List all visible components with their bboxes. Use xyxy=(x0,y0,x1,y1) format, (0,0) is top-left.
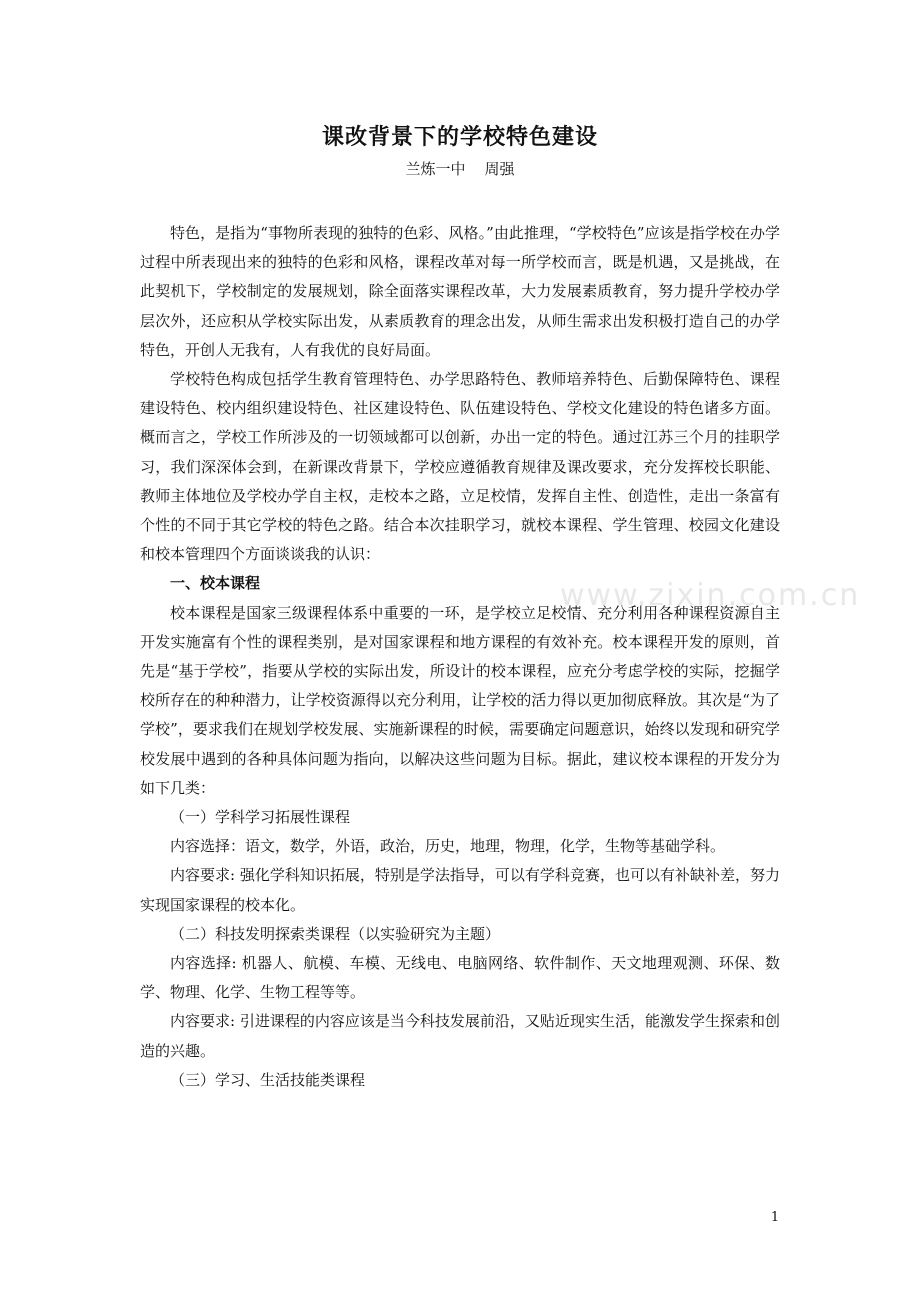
paragraph: 特色，是指为“事物所表现的独特的色彩、风格。”由此推理，“学校特色”应该是指学校在办学过程中所表现出来的独特的色彩和风格，课程改革对每一所学校而言，既是机遇，又是挑战，在此契机下，学校制定的发展规划，除全面落实课程改革，大力发展素质教育，努力提升学校办学层次外，还应积从学校实际出发，从素质教育的理念出发，从师生需求出发积极打造自己的办学特色，开创人无我有，人有我优的良好局面。 xyxy=(140,224,780,359)
paragraph: 学校特色构成包括学生教育管理特色、办学思路特色、教师培养特色、后勤保障特色、课程建设特色、校内组织建设特色、社区建设特色、队伍建设特色、学校文化建设的特色诸多方面。概而言之，学校工作所涉及的一切领域都可以创新，办出一定的特色。通过江苏三个月的挂职学习，我们深深体会到，在新课改背景下，学校应遵循教育规律及课改要求，充分发挥校长职能、教师主体地位及学校办学自主权，走校本之路，立足校情，发挥自主性、创造性，走出一条富有个性的不同于其它学校的特色之路。结合本次挂职学习，就校本课程、学生管理、校园文化建设和校本管理四个方面谈谈我的认识： xyxy=(140,370,780,564)
paragraph: 校本课程是国家三级课程体系中重要的一环，是学校立足校情、充分利用各种课程资源自主开发实施富有个性的课程类别，是对国家课程和地方课程的有效补充。校本课程开发的原则，首先是“基于学校”，指要从学校的实际出发，所设计的校本课程，应充分考虑学校的实际，挖掘学校所存在的种种潜力，让学校资源得以充分利用，让学校的活力得以更加彻底释放。其次是“为了学校”，要求我们在规划学校发展、实施新课程的时候，需要确定问题意识，始终以发现和研究学校发展中遇到的各种具体问题为指向，以解决这些问题为目标。据此，建议校本课程的开发分为如下几类： xyxy=(140,603,780,797)
document-title: 课改背景下的学校特色建设 xyxy=(321,125,598,150)
paragraph: 内容选择: 机器人、航模、车模、无线电、电脑网络、软件制作、天文地理观测、环保、数学、物理、化学、生物工程等等。 xyxy=(140,954,780,1002)
page-number: 1 xyxy=(770,1210,780,1225)
document-author: 兰炼一中 周强 xyxy=(405,160,515,178)
paragraph: 内容选择：语文，数学，外语，政治，历史，地理，物理，化学，生物等基础学科。 xyxy=(170,837,726,856)
subsection-heading: （三）学习、生活技能类课程 xyxy=(170,1070,366,1089)
section-heading: 一、校本课程 xyxy=(170,574,261,593)
watermark: www.zixin.com.cn xyxy=(560,578,861,613)
subsection-heading: （二）科技发明探索类课程（以实验研究为主题） xyxy=(170,924,501,943)
subsection-heading: （一）学科学习拓展性课程 xyxy=(170,808,351,827)
document-body xyxy=(140,219,780,1095)
paragraph: 内容要求: 强化学科知识拓展，特别是学法指导，可以有学科竞赛，也可以有补缺补差，努力实现国家课程的校本化。 xyxy=(140,866,780,914)
paragraph: 内容要求: 引进课程的内容应该是当今科技发展前沿，又贴近现实生活，能激发学生探索和创造的兴趣。 xyxy=(140,1012,780,1060)
